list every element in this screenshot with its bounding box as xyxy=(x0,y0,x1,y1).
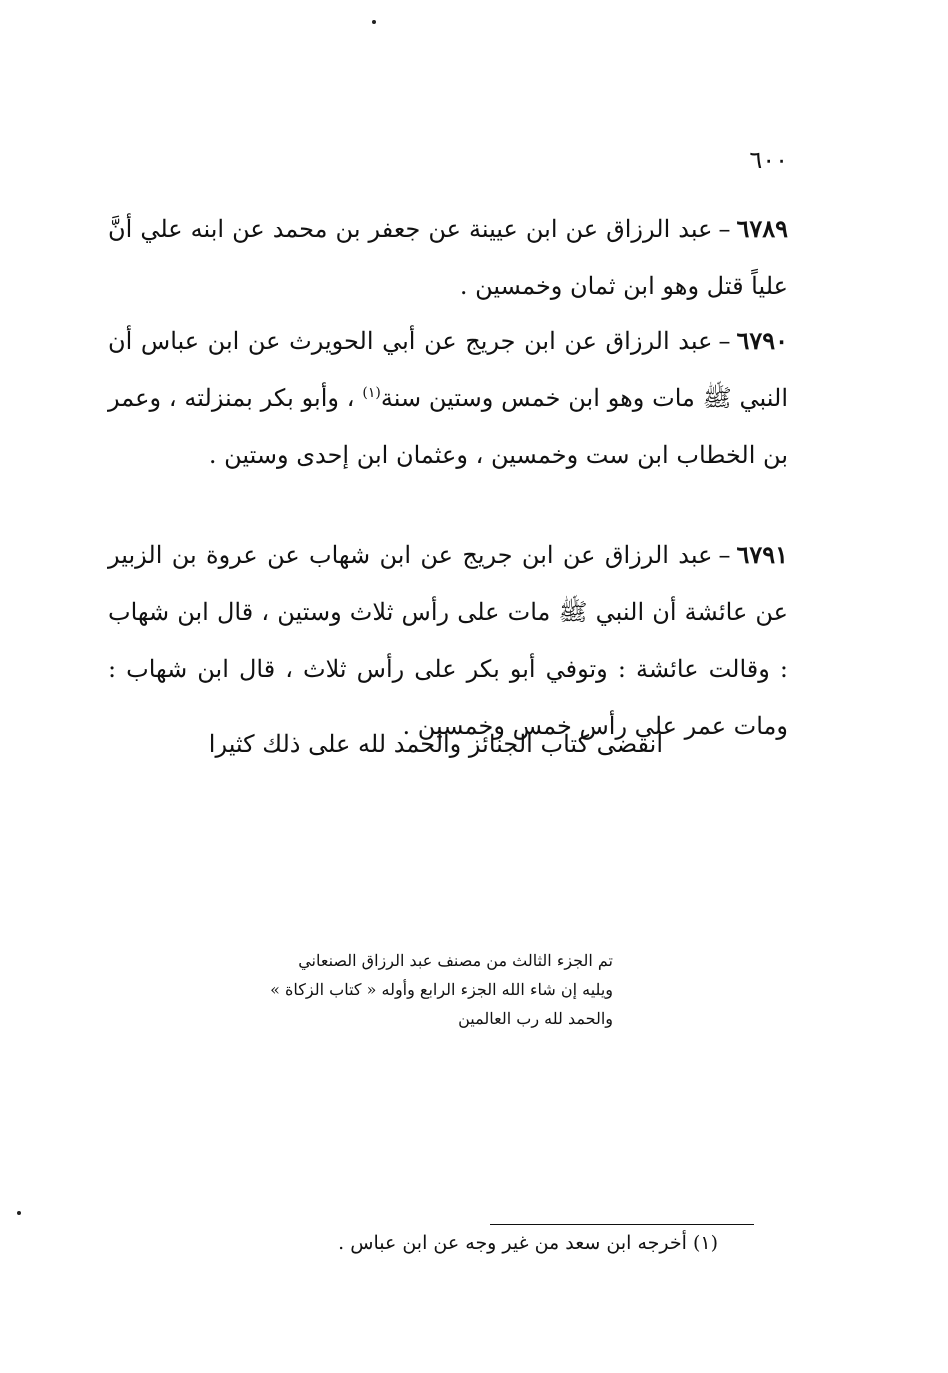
page-number: ٦٠٠ xyxy=(749,146,788,174)
hadith-separator: – xyxy=(718,327,731,355)
hadith-text: عبد الرزاق عن ابن جريج عن ابن شهاب عن عروة بن الزبير عن عائشة أن النبي ﷺ مات على رأس ثلاث وستين ، قال ابن شهاب : وقالت عائشة : وتوفي أبو بكر على رأس ثلاث ، قال ابن شهاب : ومات عمر على رأس خمس وخمسين . xyxy=(108,541,788,740)
print-speck xyxy=(17,1211,21,1215)
hadith-6790 xyxy=(108,312,788,484)
hadith-number: ٦٧٩٠ xyxy=(736,326,788,355)
hadith-6791 xyxy=(108,526,788,755)
print-speck xyxy=(372,20,376,24)
footnote-marker: (١) xyxy=(362,385,381,401)
footnote-number: (١) xyxy=(692,1232,718,1254)
hadith-text-continued: ، وأبو بكر بمنزلته ، وعمر بن الخطاب ابن ست وخمسين ، وعثمان ابن إحدى وستين . xyxy=(108,384,788,469)
hadith-text: عبد الرزاق عن ابن جريج عن أبي الحويرث عن ابن عباس أن النبي ﷺ مات وهو ابن خمس وستين سنة xyxy=(108,327,788,412)
colophon-line: والحمد لله رب العالمين xyxy=(458,1009,613,1028)
hadith-number: ٦٧٨٩ xyxy=(736,214,788,243)
footnote xyxy=(338,1232,718,1254)
hadith-6789 xyxy=(108,200,788,315)
hadith-text: عبد الرزاق عن ابن عيينة عن جعفر بن محمد عن ابنه علي أنَّ علياً قتل وهو ابن ثمان وخمسين . xyxy=(108,215,788,300)
footnote-text: أخرجه ابن سعد من غير وجه عن ابن عباس . xyxy=(338,1232,687,1254)
colophon xyxy=(253,946,613,1033)
colophon-line: ويليه إن شاء الله الجزء الرابع وأوله « كتاب الزكاة » xyxy=(270,980,613,999)
hadith-separator: – xyxy=(718,541,731,569)
colophon-line: تم الجزء الثالث من مصنف عبد الرزاق الصنعاني xyxy=(298,951,613,970)
footnote-divider xyxy=(490,1224,754,1225)
closing-line: انقضى كتاب الجنائز والحمد لله على ذلك كثيرا xyxy=(208,730,663,758)
hadith-number: ٦٧٩١ xyxy=(736,540,788,569)
hadith-separator: – xyxy=(718,215,731,243)
